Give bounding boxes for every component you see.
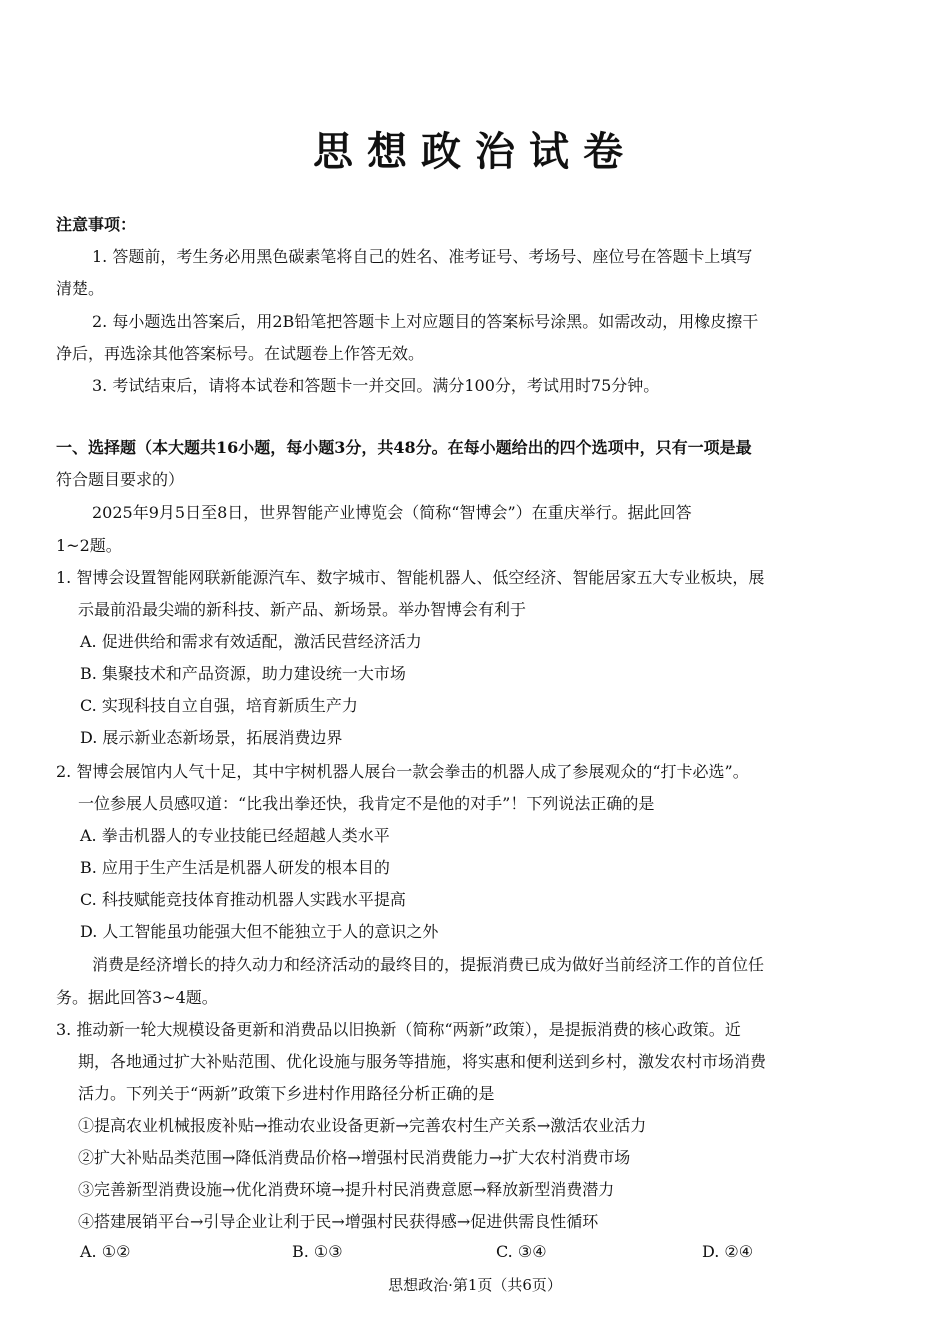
- material-1a: 2025年9月5日至8日，世界智能产业博览会（简称“智博会”）在重庆举行。据此回答: [92, 503, 692, 522]
- q1-option-b: B. 集聚技术和产品资源，助力建设统一大市场: [80, 664, 406, 683]
- material-1b: 1~2题。: [56, 536, 122, 555]
- notice-item-3: 3. 考试结束后，请将本试卷和答题卡一并交回。满分100分，考试用时75分钟。: [92, 376, 660, 395]
- notice-item-1b: 清楚。: [56, 279, 105, 298]
- section-heading-a: 一、选择题（本大题共16小题，每小题3分，共48分。在每小题给出的四个选项中，只有一项是最: [56, 438, 752, 457]
- notice-item-2a: 2. 每小题选出答案后，用2B铅笔把答题卡上对应题目的答案标号涂黑。如需改动，用橡皮擦干: [92, 312, 759, 331]
- q3-option-c: C. ③④: [496, 1242, 547, 1261]
- section-heading-b: 符合题目要求的）: [56, 470, 185, 489]
- material-2a: 消费是经济增长的持久动力和经济活动的最终目的，提振消费已成为做好当前经济工作的首位任: [92, 955, 765, 974]
- notice-heading: 注意事项：: [56, 215, 137, 234]
- q1-option-a: A. 促进供给和需求有效适配，激活民营经济活力: [80, 632, 422, 651]
- q3-point-2: ②扩大补贴品类范围→降低消费品价格→增强村民消费能力→扩大农村消费市场: [78, 1148, 631, 1167]
- page-footer: 思想政治·第1页（共6页）: [388, 1276, 562, 1294]
- notice-item-2b: 净后，再选涂其他答案标号。在试题卷上作答无效。: [56, 344, 425, 363]
- q1-option-c: C. 实现科技自立自强，培育新质生产力: [80, 696, 358, 715]
- q3-stem-c: 活力。下列关于“两新”政策下乡进村作用路径分析正确的是: [78, 1084, 495, 1103]
- q3-point-1: ①提高农业机械报废补贴→推动农业设备更新→完善农村生产关系→激活农业活力: [78, 1116, 647, 1135]
- q1-stem-a: 1. 智博会设置智能网联新能源汽车、数字城市、智能机器人、低空经济、智能居家五大专业板块，展: [56, 568, 765, 587]
- q3-option-b: B. ①③: [292, 1242, 343, 1261]
- q2-option-d: D. 人工智能虽功能强大但不能独立于人的意识之外: [80, 922, 439, 941]
- q3-option-a: A. ①②: [80, 1242, 131, 1261]
- q2-option-b: B. 应用于生产生活是机器人研发的根本目的: [80, 858, 390, 877]
- q3-point-4: ④搭建展销平台→引导企业让利于民→增强村民获得感→促进供需良性循环: [78, 1212, 599, 1231]
- q2-option-a: A. 拳击机器人的专业技能已经超越人类水平: [80, 826, 390, 845]
- q3-option-d: D. ②④: [702, 1242, 754, 1261]
- q1-option-d: D. 展示新业态新场景，拓展消费边界: [80, 728, 343, 747]
- page-title: 思想政治试卷: [313, 128, 637, 175]
- q2-stem-b: 一位参展人员感叹道：“比我出拳还快，我肯定不是他的对手”！下列说法正确的是: [78, 794, 655, 813]
- material-2b: 务。据此回答3~4题。: [56, 988, 218, 1007]
- q2-stem-a: 2. 智博会展馆内人气十足，其中宇树机器人展台一款会拳击的机器人成了参展观众的“打卡必选”。: [56, 762, 749, 781]
- q3-stem-a: 3. 推动新一轮大规模设备更新和消费品以旧换新（简称“两新”政策），是提振消费的核心政策。近: [56, 1020, 741, 1039]
- notice-item-1a: 1. 答题前，考生务必用黑色碳素笔将自己的姓名、准考证号、考场号、座位号在答题卡上填写: [92, 247, 753, 266]
- q3-point-3: ③完善新型消费设施→优化消费环境→提升村民消费意愿→释放新型消费潜力: [78, 1180, 615, 1199]
- q1-stem-b: 示最前沿最尖端的新科技、新产品、新场景。举办智博会有利于: [78, 600, 527, 619]
- q3-stem-b: 期，各地通过扩大补贴范围、优化设施与服务等措施，将实惠和便利送到乡村，激发农村市场消费: [78, 1052, 767, 1071]
- q2-option-c: C. 科技赋能竞技体育推动机器人实践水平提高: [80, 890, 406, 909]
